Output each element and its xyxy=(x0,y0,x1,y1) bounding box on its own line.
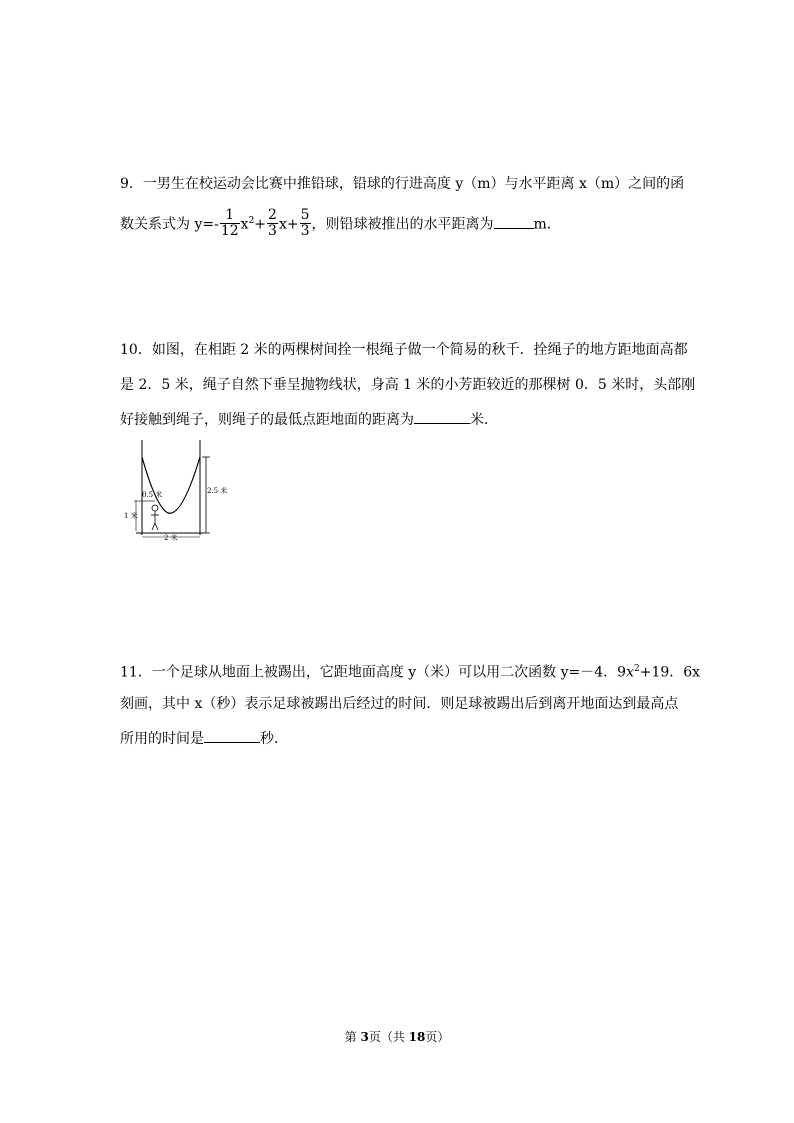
question-9 xyxy=(120,170,685,240)
fraction-numerator: 1 xyxy=(225,207,235,224)
question-10-line-1: 10．如图，在相距 2 米的两棵树间拴一根绳子做一个简易的秋千．拴绳子的地方距地面高都 xyxy=(120,342,688,358)
fraction-numerator: 2 xyxy=(268,207,277,224)
variable-x: x xyxy=(626,664,634,681)
person-leg-right xyxy=(155,523,158,530)
question-9-suffix: ，则铅球被推出的水平距离为 xyxy=(311,216,494,233)
label-height: 2.5 米 xyxy=(207,487,228,495)
question-10-line-3 xyxy=(120,406,680,435)
fraction-1-12 xyxy=(220,208,240,239)
question-11-line-3-prefix: 所用的时间是 xyxy=(120,731,204,747)
fraction-numerator: 5 xyxy=(300,207,310,224)
plus-sign: + xyxy=(254,216,267,233)
person-leg-left xyxy=(152,523,155,530)
question-10 xyxy=(120,336,696,428)
fraction-denominator: 3 xyxy=(300,223,310,240)
rope-parabola xyxy=(142,457,200,513)
question-10-line-2: 是 2．5 米，绳子自然下垂呈抛物线状，身高 1 米的小芳距较近的那棵树 0．5 米时，头部刚 xyxy=(120,377,696,393)
exponent: 2 xyxy=(248,216,255,226)
variable-x: x xyxy=(240,216,249,233)
footer-suffix: 页） xyxy=(425,1030,450,1044)
fraction-5-3 xyxy=(300,208,311,239)
question-11-line-1-suffix: +19．6x xyxy=(639,664,701,681)
question-11-line-2: 刻画，其中 x（秒）表示足球被踢出后经过的时间．则足球被踢出后到离开地面达到最高点 xyxy=(120,696,679,712)
question-9-unit: m． xyxy=(533,216,561,233)
question-11-line-3-suffix: 秒． xyxy=(260,731,288,747)
question-11 xyxy=(120,655,701,747)
question-11-line-1 xyxy=(120,655,701,684)
variable-x-plus: x+ xyxy=(278,216,299,233)
question-9-line-2 xyxy=(120,207,680,240)
person-head xyxy=(152,505,158,511)
swing-diagram xyxy=(124,437,228,542)
fraction-denominator: 3 xyxy=(268,223,277,240)
answer-blank[interactable] xyxy=(494,213,534,229)
exponent: 2 xyxy=(633,664,640,674)
question-10-line-3-prefix: 好接触到绳子，则绳子的最低点距地面的距离为 xyxy=(120,412,414,428)
footer-prefix: 第 xyxy=(344,1030,361,1044)
page-number: 3 xyxy=(360,1030,369,1044)
page-footer xyxy=(0,1028,794,1045)
answer-blank[interactable] xyxy=(414,408,470,424)
fraction-denominator: 12 xyxy=(220,223,239,240)
fraction-2-3 xyxy=(267,208,278,239)
answer-blank[interactable] xyxy=(204,727,260,743)
question-9-line-1: 9．一男生在校运动会比赛中推铅球，铅球的行进高度 y（m）与水平距离 x（m）之间的函 xyxy=(120,176,685,192)
label-half: 0.5 米 xyxy=(142,491,163,499)
total-pages: 18 xyxy=(408,1030,426,1044)
question-10-line-3-suffix: 米． xyxy=(470,412,498,428)
question-9-prefix: 数关系式为 y=- xyxy=(120,216,219,233)
footer-middle: 页（共 xyxy=(368,1030,409,1044)
label-one: 1 米 xyxy=(124,512,138,520)
question-11-line-3 xyxy=(120,725,680,754)
swing-figure xyxy=(124,437,228,546)
question-11-line-1-prefix: 11．一个足球从地面上被踢出，它距地面高度 y（米）可以用二次函数 y=－4．9 xyxy=(120,664,627,681)
label-two: 2 米 xyxy=(164,534,178,542)
